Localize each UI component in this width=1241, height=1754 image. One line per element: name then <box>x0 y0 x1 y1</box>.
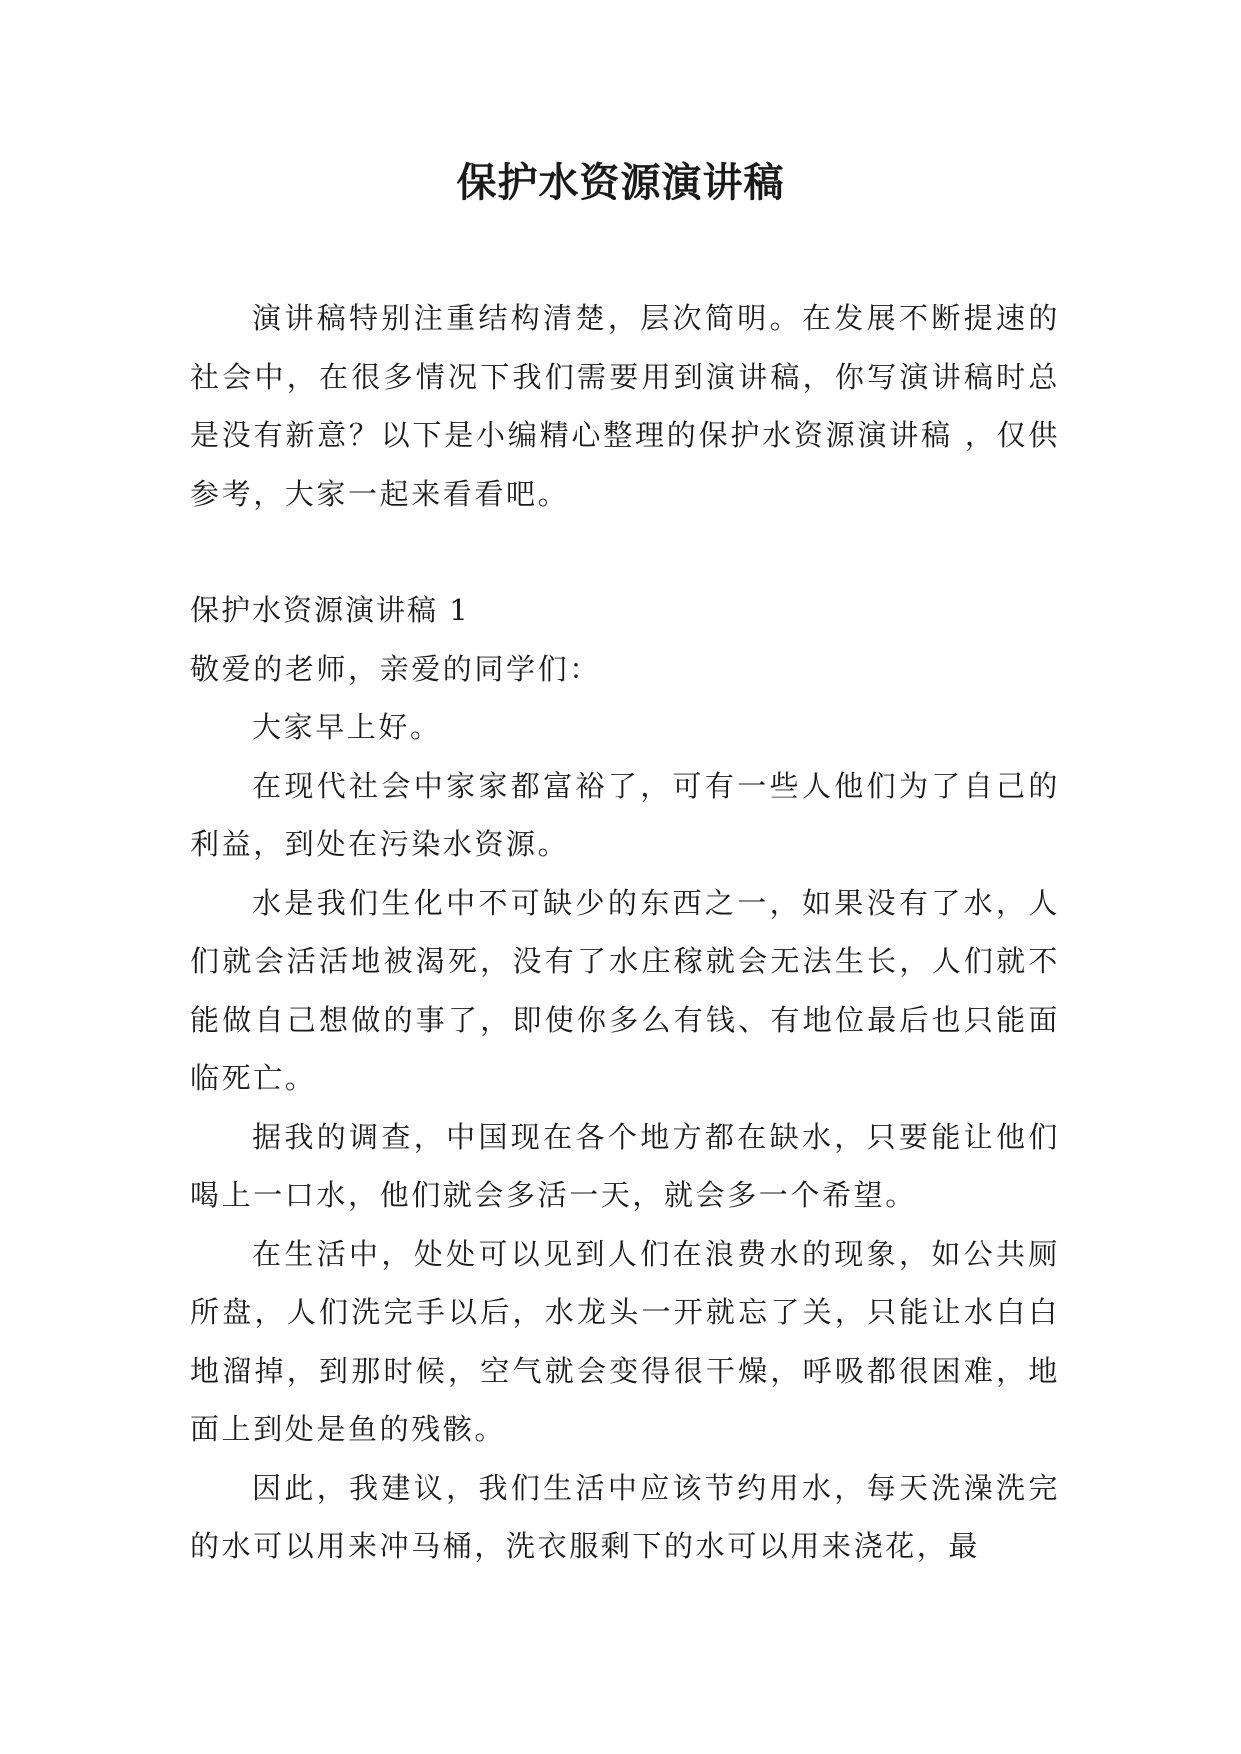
intro-paragraph: 演讲稿特别注重结构清楚，层次简明。在发展不断提速的社会中，在很多情况下我们需要用到演讲稿，你写演讲稿时总是没有新意？以下是小编精心整理的保护水资源演讲稿 ，仅供参考，大家一起来看看吧。 <box>190 301 1060 511</box>
paragraph-greeting: 大家早上好。 <box>252 710 442 744</box>
paragraph-pollution: 在现代社会中家家都富裕了，可有一些人他们为了自己的利益，到处在污染水资源。 <box>190 768 1060 861</box>
paragraph-survey: 据我的调查，中国现在各个地方都在缺水，只要能让他们喝上一口水，他们就会多活一天，就会多一个希望。 <box>190 1119 1060 1212</box>
section-title: 保护水资源演讲稿 1 <box>190 593 470 627</box>
document-title: 保护水资源演讲稿 <box>456 160 785 206</box>
paragraph-suggestion: 因此，我建议，我们生活中应该节约用水，每天洗澡洗完的水可以用来冲马桶，洗衣服剩下的水可以用来浇花，最 <box>190 1470 1060 1563</box>
paragraph-waste: 在生活中，处处可以见到人们在浪费水的现象，如公共厕所盘，人们洗完手以后，水龙头一开就忘了关，只能让水白白地溜掉，到那时候，空气就会变得很干燥，呼吸都很困难，地面上到处是鱼的残骸。 <box>190 1236 1060 1446</box>
document-body <box>190 289 1060 1576</box>
paragraph-importance: 水是我们生化中不可缺少的东西之一，如果没有了水，人们就会活活地被渴死，没有了水庄稼就会无法生长，人们就不能做自己想做的事了，即使你多么有钱、有地位最后也只能面临死亡。 <box>190 885 1060 1095</box>
salutation: 敬爱的老师，亲爱的同学们： <box>190 651 601 686</box>
